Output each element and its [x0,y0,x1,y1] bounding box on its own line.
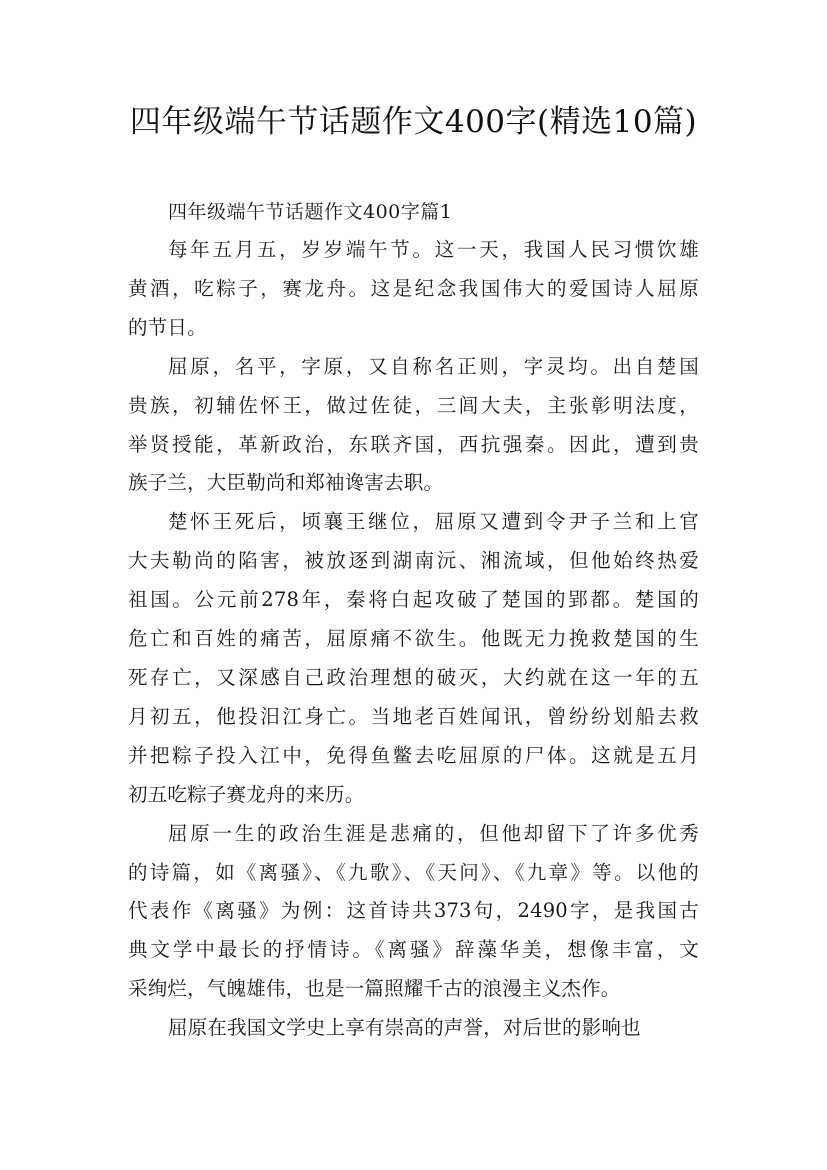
paragraph-line: 危亡和百姓的痛苦，屈原痛不欲生。他既无力挽救楚国的生 [128,627,699,651]
paragraph-line: 死存亡，又深感自己政治理想的破灭，大约就在这一年的五 [128,665,699,689]
paragraph-line: 贵族，初辅佐怀王，做过佐徒，三闾大夫，主张彰明法度， [128,393,699,417]
paragraph-line: 的诗篇，如《离骚》、《九歌》、《天问》、《九章》等。以他的 [128,860,699,884]
paragraph-line: 初五吃粽子赛龙舟的来历。 [128,782,365,806]
paragraph [128,348,699,504]
paragraph-list [128,231,699,1048]
paragraph-line: 屈原一生的政治生涯是悲痛的，但他却留下了许多优秀 [168,821,699,845]
paragraph-line: 族子兰，大臣勒尚和郑袖谗害去职。 [128,471,444,495]
paragraph-line: 祖国。公元前278年，秦将白起攻破了楚国的郢都。楚国的 [128,588,699,612]
paragraph-line: 典文学中最长的抒情诗。《离骚》辞藻华美，想像丰富，文 [128,938,699,962]
section-heading: 四年级端午节话题作文400字篇1 [168,201,453,223]
paragraph-line: 并把粽子投入江中，免得鱼鳖去吃屈原的尸体。这就是五月 [128,743,699,767]
paragraph-line: 代表作《离骚》为例：这首诗共373句，2490字，是我国古 [128,899,699,923]
paragraph-line: 屈原，名平，字原，又自称名正则，字灵均。出自楚国 [168,354,699,378]
paragraph-line: 大夫勒尚的陷害，被放逐到湖南沅、湘流域，但他始终热爱 [128,549,699,573]
paragraph-line: 黄酒，吃粽子，赛龙舟。这是纪念我国伟大的爱国诗人屈原 [128,276,699,300]
paragraph [128,503,699,814]
paragraph [128,1009,699,1048]
paragraph-line: 的节日。 [128,315,207,339]
paragraph-line: 楚怀王死后，顷襄王继位，屈原又遭到令尹子兰和上官 [168,510,699,534]
paragraph-line: 举贤授能，革新政治，东联齐国，西抗强秦。因此，遭到贵 [128,432,699,456]
paragraph-line: 每年五月五，岁岁端午节。这一天，我国人民习惯饮雄 [168,238,699,261]
paragraph-line: 屈原在我国文学史上享有崇高的声誉，对后世的影响也 [168,1016,641,1040]
paragraph-line: 采绚烂，气魄雄伟，也是一篇照耀千古的浪漫主义杰作。 [128,977,621,1001]
paragraph [128,815,699,1010]
document-body [128,193,699,1048]
document-title: 四年级端午节话题作文400字(精选10篇) [129,104,698,140]
paragraph [128,231,699,348]
paragraph-line: 月初五，他投汨江身亡。当地老百姓闻讯，曾纷纷划船去救 [128,704,699,728]
